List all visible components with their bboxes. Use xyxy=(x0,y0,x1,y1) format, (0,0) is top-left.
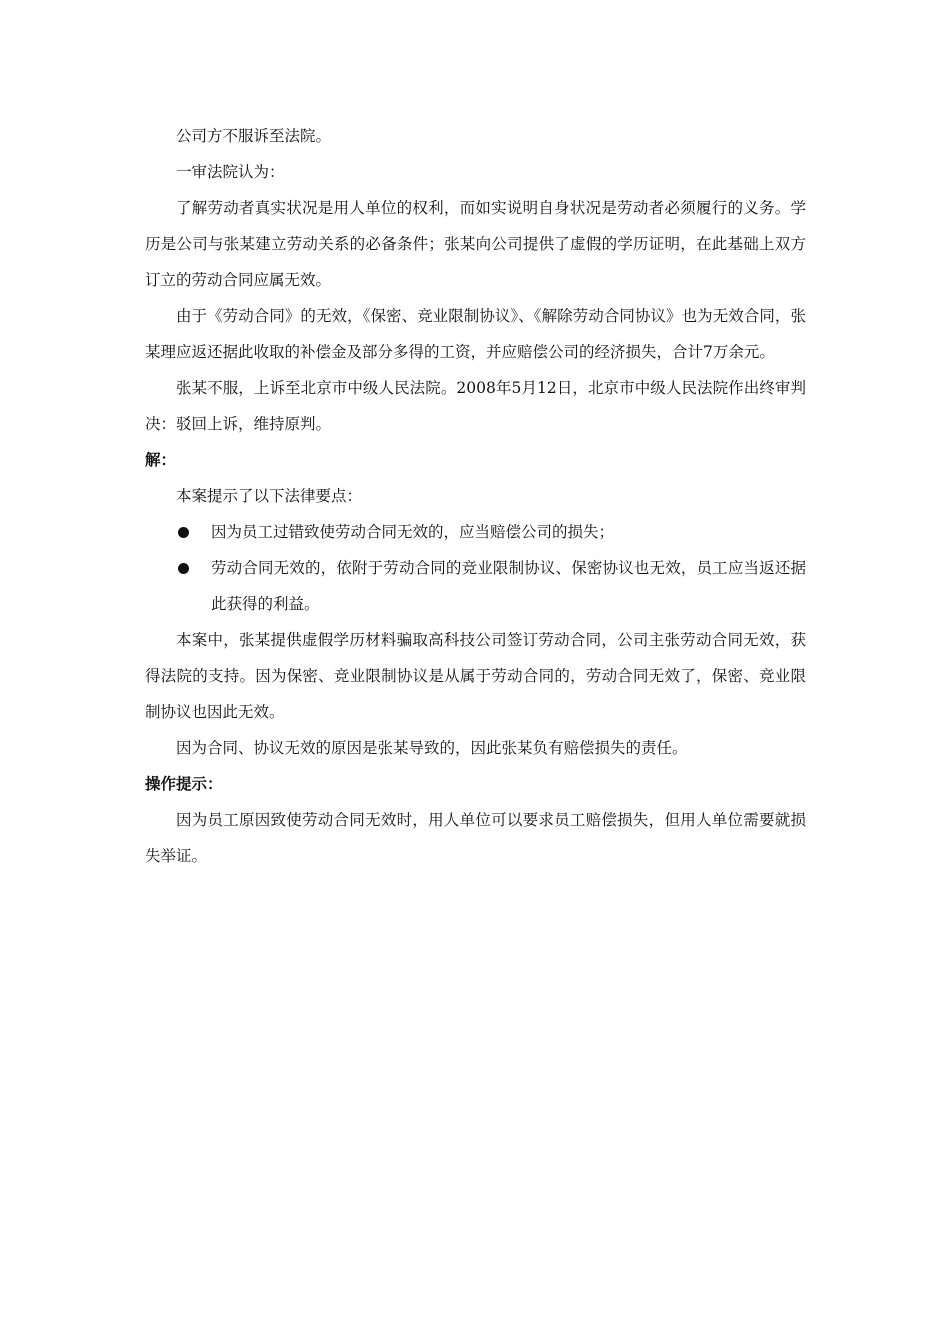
paragraph-first-instance: 一审法院认为： xyxy=(176,163,285,181)
paragraph-lawsuit: 公司方不服诉至法院。 xyxy=(176,127,332,145)
bullet-icon xyxy=(178,527,189,538)
paragraph-invalid-contracts: 由于《劳动合同》的无效，《保密、竞业限制协议》、《解除劳动合同协议》也为无效合同，张某理应返还据此收取的补偿金及部分多得的工资，并应赔偿公司的经济损失，合计7万余元。 xyxy=(145,307,806,361)
list-item-text: 劳动合同无效的，依附于劳动合同的竞业限制协议、保密协议也无效，员工应当返还据此获得的利益。 xyxy=(211,559,806,613)
key-points-list xyxy=(145,514,806,622)
paragraph-appeal: 张某不服，上诉至北京市中级人民法院。2008年5月12日，北京市中级人民法院作出终审判决：驳回上诉，维持原判。 xyxy=(145,379,806,433)
paragraph-case-analysis: 本案中，张某提供虚假学历材料骗取高科技公司签订劳动合同，公司主张劳动合同无效，获得法院的支持。因为保密、竞业限制协议是从属于劳动合同的，劳动合同无效了，保密、竞业限制协议也因此无效。 xyxy=(145,631,806,721)
list-item xyxy=(145,514,806,550)
list-item-text: 因为员工过错致使劳动合同无效的，应当赔偿公司的损失； xyxy=(211,523,615,541)
heading-answer: 解： xyxy=(145,451,177,469)
paragraph-key-points-intro: 本案提示了以下法律要点： xyxy=(176,487,363,505)
paragraph-court-reasoning: 了解劳动者真实状况是用人单位的权利，而如实说明自身状况是劳动者必须履行的义务。学历是公司与张某建立劳动关系的必备条件；张某向公司提供了虚假的学历证明，在此基础上双方订立的劳动合同应属无效。 xyxy=(145,199,806,289)
paragraph-liability: 因为合同、协议无效的原因是张某导致的，因此张某负有赔偿损失的责任。 xyxy=(176,739,688,757)
document-page xyxy=(145,118,806,874)
heading-operation-tips: 操作提示： xyxy=(145,775,223,793)
list-item xyxy=(145,550,806,622)
bullet-icon xyxy=(178,563,189,574)
paragraph-operation-tips: 因为员工原因致使劳动合同无效时，用人单位可以要求员工赔偿损失，但用人单位需要就损失举证。 xyxy=(145,811,806,865)
